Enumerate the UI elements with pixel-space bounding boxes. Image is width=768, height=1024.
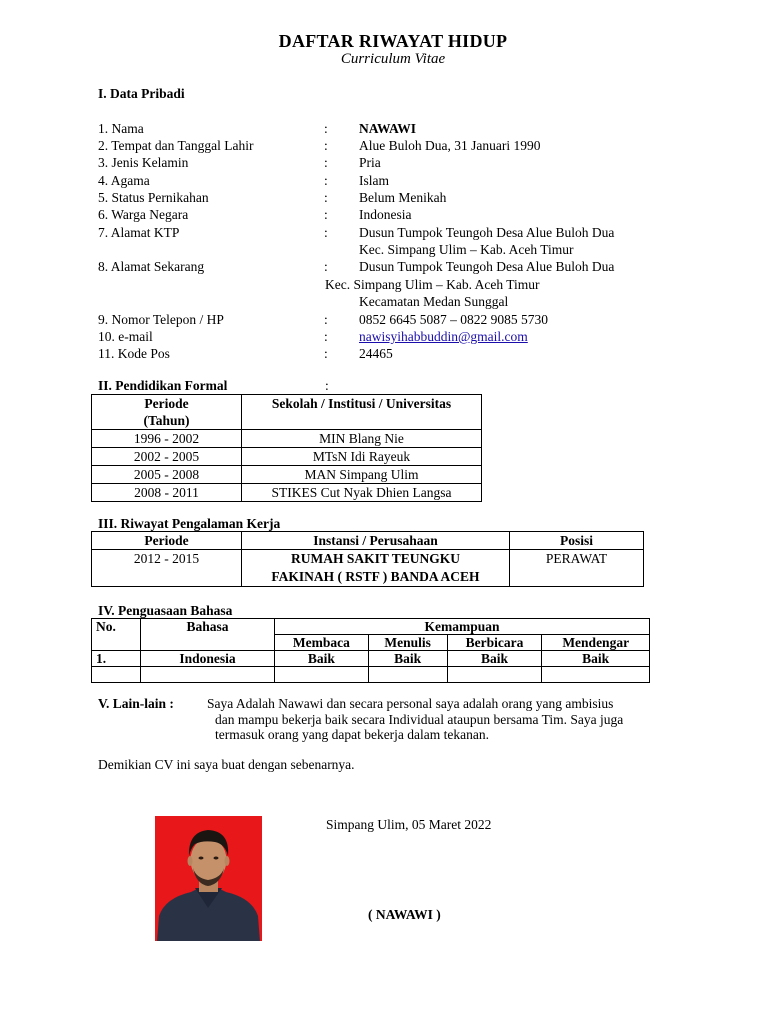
work-table: [91, 531, 644, 587]
label-phone: 9. Nomor Telepon / HP: [98, 312, 224, 327]
colon: :: [324, 121, 328, 136]
value-religion: Islam: [359, 173, 389, 188]
language-header-language: Bahasa: [141, 619, 275, 651]
section-heading-language: IV. Penguasaan Bahasa: [98, 603, 233, 618]
language-listen: Baik: [542, 651, 650, 667]
education-period: 2005 - 2008: [92, 466, 242, 484]
table-row: [92, 466, 482, 484]
colon: :: [324, 312, 328, 327]
colon: :: [324, 173, 328, 188]
label-birth: 2. Tempat dan Tanggal Lahir: [98, 138, 254, 153]
profile-photo: [155, 816, 262, 941]
table-row: [92, 484, 482, 502]
value-name: NAWAWI: [359, 121, 417, 136]
label-current-address: 8. Alamat Sekarang: [98, 259, 205, 274]
language-header-ability: Kemampuan: [275, 619, 650, 635]
education-school: MAN Simpang Ulim: [242, 466, 482, 484]
value-postal-code: 24465: [359, 346, 393, 361]
work-company: [242, 550, 510, 587]
value-current-address: Dusun Tumpok Teungoh Desa Alue Buloh Dua: [359, 259, 615, 274]
section-heading-personal: I. Data Pribadi: [98, 86, 185, 101]
value-marital: Belum Menikah: [359, 190, 447, 205]
value-current-address-line3: Kecamatan Medan Sunggal: [359, 294, 509, 309]
language-table: [91, 618, 650, 683]
colon: :: [324, 155, 328, 170]
work-position: PERAWAT: [510, 550, 644, 587]
other-text-line2: dan mampu bekerja baik secara Individual ataupun bersama Tim. Saya juga: [215, 712, 624, 727]
education-school: MIN Blang Nie: [242, 430, 482, 448]
person-portrait-icon: [155, 816, 262, 941]
language-speak: Baik: [447, 651, 542, 667]
language-header-listen: Mendengar: [542, 635, 650, 651]
work-company-line2: FAKINAH ( RSTF ) BANDA ACEH: [271, 569, 480, 584]
education-header-period-line2: (Tahun): [143, 413, 190, 428]
signature-name: ( NAWAWI ): [368, 907, 441, 922]
work-header-period: Periode: [92, 532, 242, 550]
work-header-position: Posisi: [510, 532, 644, 550]
work-header-company: Instansi / Perusahaan: [242, 532, 510, 550]
table-row: [92, 430, 482, 448]
label-ktp-address: 7. Alamat KTP: [98, 225, 180, 240]
label-name: 1. Nama: [98, 121, 144, 136]
colon: :: [324, 138, 328, 153]
language-header-write: Menulis: [368, 635, 447, 651]
email-link[interactable]: nawisyihabbuddin@gmail.com: [359, 329, 528, 344]
education-header-period: [92, 395, 242, 430]
education-school: MTsN Idi Rayeuk: [242, 448, 482, 466]
language-read: Baik: [275, 651, 369, 667]
colon: :: [324, 259, 328, 274]
language-header-no: No.: [92, 619, 141, 651]
language-write: Baik: [368, 651, 447, 667]
document-title: DAFTAR RIWAYAT HIDUP: [278, 31, 508, 51]
other-text-line1: Saya Adalah Nawawi dan secara personal saya adalah orang yang ambisius: [207, 696, 614, 711]
colon: :: [324, 225, 328, 240]
label-religion: 4. Agama: [98, 173, 150, 188]
label-marital: 5. Status Pernikahan: [98, 190, 209, 205]
section-heading-other: V. Lain-lain :: [98, 696, 174, 711]
value-ktp-address: Dusun Tumpok Teungoh Desa Alue Buloh Dua: [359, 225, 615, 240]
language-no: 1.: [92, 651, 141, 667]
work-company-line1: RUMAH SAKIT TEUNGKU: [290, 551, 461, 566]
language-header-speak: Berbicara: [447, 635, 542, 651]
education-school: STIKES Cut Nyak Dhien Langsa: [242, 484, 482, 502]
colon: :: [325, 378, 329, 393]
value-phone: 0852 6645 5087 – 0822 9085 5730: [359, 312, 548, 327]
table-row: [92, 667, 650, 683]
other-text-line3: termasuk orang yang dapat bekerja dalam tekanan.: [215, 727, 490, 742]
empty-cell: [141, 667, 275, 683]
education-period: 2008 - 2011: [92, 484, 242, 502]
colon: :: [324, 346, 328, 361]
signature-place-date: Simpang Ulim, 05 Maret 2022: [326, 817, 492, 832]
value-birth: Alue Buloh Dua, 31 Januari 1990: [359, 138, 541, 153]
table-row: [92, 448, 482, 466]
language-name: Indonesia: [141, 651, 275, 667]
education-table: [91, 394, 482, 502]
education-header-period-line1: Periode: [144, 396, 189, 411]
value-nationality: Indonesia: [359, 207, 412, 222]
empty-cell: [368, 667, 447, 683]
label-nationality: 6. Warga Negara: [98, 207, 189, 222]
education-period: 1996 - 2002: [92, 430, 242, 448]
empty-cell: [447, 667, 542, 683]
table-row: [92, 550, 644, 587]
empty-cell: [275, 667, 369, 683]
colon: :: [324, 207, 328, 222]
value-ktp-address-line2: Kec. Simpang Ulim – Kab. Aceh Timur: [359, 242, 574, 257]
work-period: 2012 - 2015: [92, 550, 242, 587]
language-header-read: Membaca: [275, 635, 369, 651]
value-gender: Pria: [359, 155, 381, 170]
section-heading-education: II. Pendidikan Formal: [98, 378, 228, 393]
label-email: 10. e-mail: [98, 329, 153, 344]
table-row: [92, 651, 650, 667]
value-current-address-line2: Kec. Simpang Ulim – Kab. Aceh Timur: [325, 277, 540, 292]
colon: :: [324, 329, 328, 344]
empty-cell: [92, 667, 141, 683]
education-header-school: Sekolah / Institusi / Universitas: [242, 395, 482, 430]
empty-cell: [542, 667, 650, 683]
label-gender: 3. Jenis Kelamin: [98, 155, 189, 170]
label-postal-code: 11. Kode Pos: [98, 346, 170, 361]
closing-statement: Demikian CV ini saya buat dengan sebenarnya.: [98, 757, 355, 772]
education-period: 2002 - 2005: [92, 448, 242, 466]
document-subtitle: Curriculum Vitae: [340, 51, 446, 67]
colon: :: [324, 190, 328, 205]
section-heading-work: III. Riwayat Pengalaman Kerja: [98, 516, 281, 531]
